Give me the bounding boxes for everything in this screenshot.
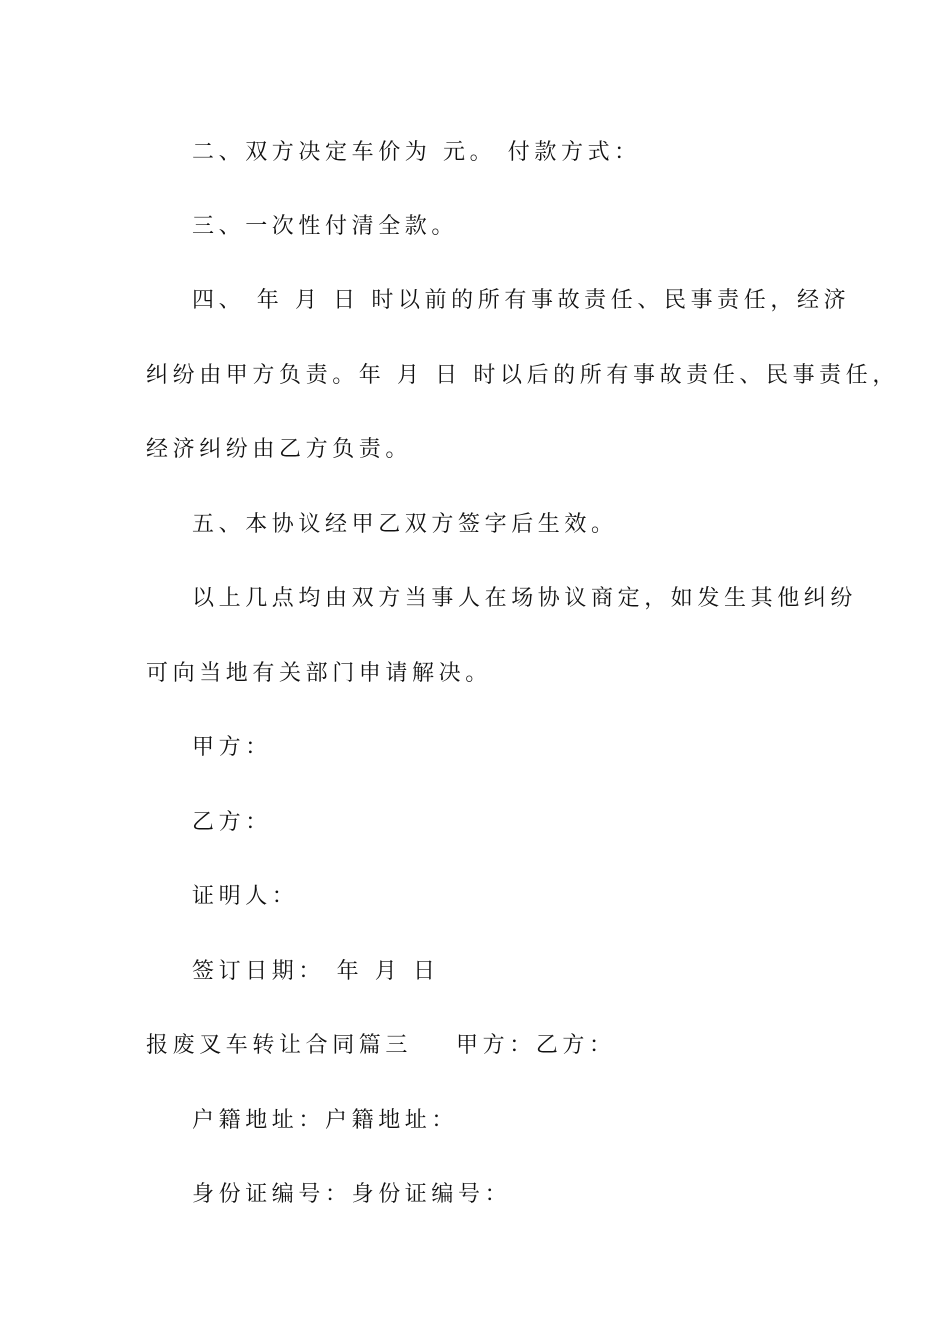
paragraph-price: 二、双方决定车价为 元。 付款方式：	[192, 140, 641, 165]
section-heading: 报废叉车转让合同篇三	[146, 1033, 413, 1058]
witness-signature: 证明人：	[192, 884, 299, 909]
paragraph-liability-line-3: 经济纠纷由乙方负责。	[146, 437, 413, 462]
household-address: 户籍地址：户籍地址：	[192, 1108, 459, 1133]
paragraph-liability-line-2: 纠纷由甲方负责。年 月 日 时以后的所有事故责任、民事责任，	[146, 363, 899, 388]
signing-date: 签订日期： 年 月 日	[192, 959, 440, 984]
paragraph-payment: 三、一次性付清全款。	[192, 214, 459, 239]
party-a-signature: 甲方：	[192, 735, 272, 760]
paragraph-dispute-line-1: 以上几点均由双方当事人在场协议商定，如发生其他纠纷	[192, 586, 858, 611]
paragraph-liability-line-1: 四、 年 月 日 时以前的所有事故责任、民事责任，经济	[192, 288, 851, 313]
paragraph-dispute-line-2: 可向当地有关部门申请解决。	[146, 661, 492, 686]
section-heading-line	[146, 1031, 616, 1061]
party-b-signature: 乙方：	[192, 810, 272, 835]
paragraph-effective: 五、本协议经甲乙双方签字后生效。	[192, 512, 618, 537]
id-number: 身份证编号：身份证编号：	[192, 1182, 512, 1207]
heading-parties: 甲方：乙方：	[456, 1033, 616, 1058]
